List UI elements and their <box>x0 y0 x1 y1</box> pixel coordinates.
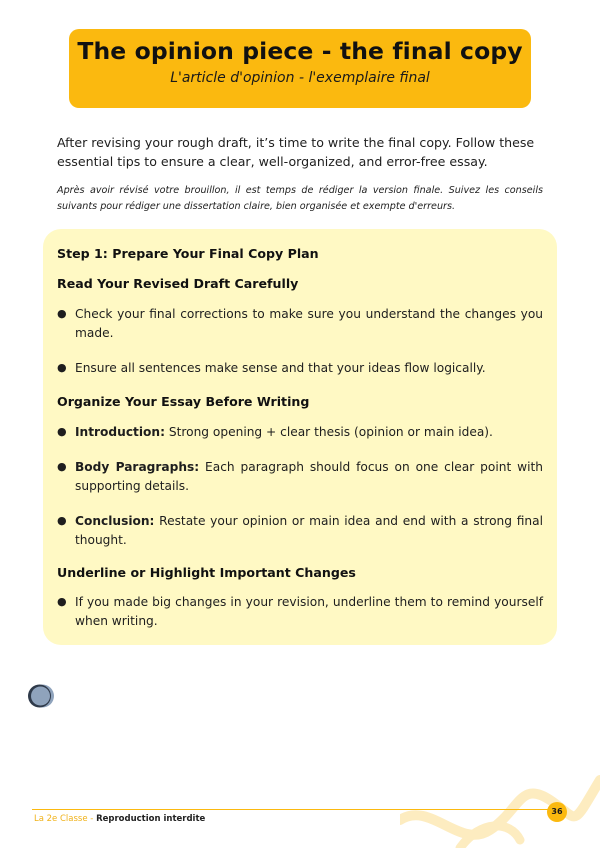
list-item <box>57 512 543 549</box>
bullet-text: Ensure all sentences make sense and that your ideas flow logically. <box>75 361 486 375</box>
footer-divider <box>32 809 552 810</box>
footer <box>34 814 205 824</box>
list-item <box>57 305 543 342</box>
page-subtitle: L'article d'opinion - l'exemplaire final <box>170 70 430 86</box>
intro-french: Après avoir révisé votre brouillon, il est temps de rédiger la version finale. Suivez les conseils suivants pour rédiger une dissertation claire, bien organisée et exempte d'erreurs. <box>57 185 543 212</box>
title-banner <box>69 29 531 108</box>
intro-english: After revising your rough draft, it’s time to write the final copy. Follow these essential tips to ensure a clear, well-organized, and error-free essay. <box>57 135 535 169</box>
moon-icon <box>27 682 55 710</box>
section-heading: Organize Your Essay Before Writing <box>57 394 310 409</box>
bullet-dot-icon: ● <box>57 425 67 438</box>
bullet-bold-label: Body Paragraphs: <box>75 460 200 474</box>
bullet-text: Each paragraph should focus on one clear point with supporting details. <box>75 460 543 493</box>
footer-separator: - <box>87 814 97 824</box>
bullet-dot-icon: ● <box>57 514 67 527</box>
bullet-dot-icon: ● <box>57 595 67 608</box>
list-item <box>57 458 543 495</box>
step-title: Step 1: Prepare Your Final Copy Plan <box>57 246 319 261</box>
footer-brand: La 2e Classe <box>34 814 88 824</box>
list-item <box>57 593 543 630</box>
list-item <box>57 359 543 378</box>
bullet-dot-icon: ● <box>57 460 67 473</box>
bullet-text: Strong opening + clear thesis (opinion or main idea). <box>164 425 493 439</box>
footer-notice: Reproduction interdite <box>96 814 206 824</box>
bullet-text: Check your final corrections to make sure you understand the changes you made. <box>75 307 543 340</box>
decorative-swirl <box>400 760 600 848</box>
section-heading: Read Your Revised Draft Carefully <box>57 276 299 291</box>
page-title: The opinion piece - the final copy <box>77 37 523 65</box>
section-heading: Underline or Highlight Important Changes <box>57 565 356 580</box>
bullet-bold-label: Conclusion: <box>75 514 155 528</box>
page-number: 36 <box>547 802 567 822</box>
bullet-text: Restate your opinion or main idea and end with a strong final thought. <box>75 514 543 547</box>
bullet-dot-icon: ● <box>57 307 67 320</box>
tips-panel <box>43 229 557 645</box>
bullet-dot-icon: ● <box>57 361 67 374</box>
bullet-bold-label: Introduction: <box>75 425 165 439</box>
list-item <box>57 423 543 442</box>
bullet-text: If you made big changes in your revision, underline them to remind yourself when writing. <box>75 595 543 628</box>
